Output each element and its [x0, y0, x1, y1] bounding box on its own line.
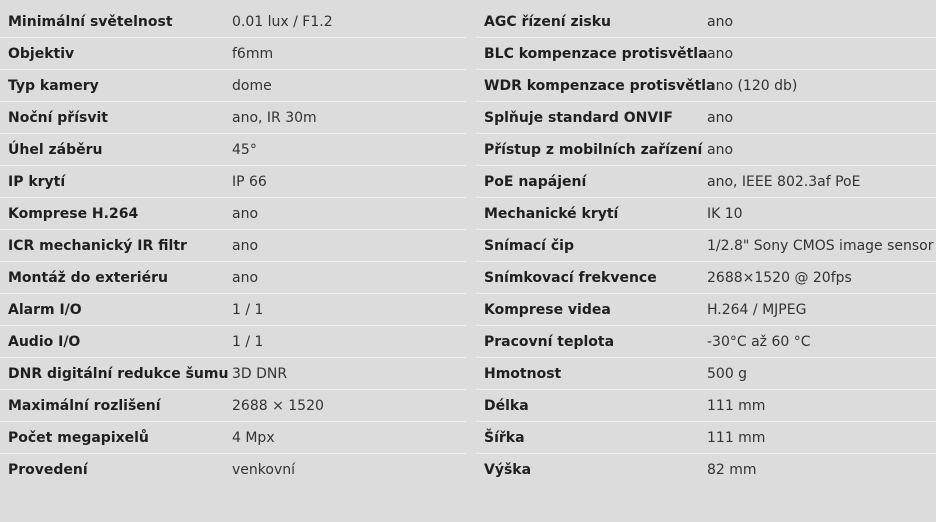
spec-value: ano: [232, 237, 259, 254]
spec-value: 1 / 1: [232, 301, 264, 318]
spec-value: ano: [707, 13, 734, 30]
spec-label: PoE napájení: [484, 173, 587, 190]
spec-row: [476, 166, 936, 198]
spec-value: 111 mm: [707, 397, 766, 414]
spec-row: [0, 294, 466, 326]
spec-label: Audio I/O: [8, 333, 81, 350]
spec-row: [0, 70, 466, 102]
spec-value: venkovní: [232, 462, 295, 478]
spec-row: [0, 166, 466, 198]
spec-label: Komprese H.264: [8, 205, 139, 222]
spec-label: Mechanické krytí: [484, 205, 619, 222]
spec-label: Alarm I/O: [8, 301, 82, 318]
spec-label: Maximální rozlišení: [8, 397, 161, 414]
spec-label: IP krytí: [8, 173, 66, 190]
spec-value: IK 10: [707, 205, 743, 222]
spec-label: Pracovní teplota: [484, 333, 615, 350]
spec-label: ICR mechanický IR filtr: [8, 237, 187, 254]
spec-row: [0, 358, 466, 390]
spec-label: Montáž do exteriéru: [8, 269, 168, 286]
spec-label: Objektiv: [8, 45, 75, 62]
spec-value: ano (120 db): [707, 77, 798, 94]
spec-row: [476, 390, 936, 422]
spec-row: [0, 134, 466, 166]
spec-label: WDR kompenzace protisvětla: [484, 77, 716, 94]
spec-label: Délka: [484, 397, 529, 414]
spec-label: Typ kamery: [8, 77, 99, 94]
spec-row: [476, 70, 936, 102]
spec-value: f6mm: [232, 45, 274, 62]
spec-value: 500 g: [707, 365, 748, 382]
spec-label: Úhel záběru: [8, 141, 103, 158]
spec-value: 1 / 1: [232, 333, 264, 350]
spec-value: 3D DNR: [232, 365, 288, 382]
spec-row: [476, 198, 936, 230]
spec-row: [476, 134, 936, 166]
spec-value: H.264 / MJPEG: [707, 301, 807, 318]
spec-label: Počet megapixelů: [8, 429, 149, 446]
spec-row: [0, 38, 466, 70]
spec-row: [0, 262, 466, 294]
spec-row: [476, 326, 936, 358]
spec-value: 45°: [232, 141, 257, 158]
spec-table-left: [0, 6, 466, 486]
spec-value: ano: [232, 205, 259, 222]
spec-value: 2688 × 1520: [232, 397, 324, 414]
spec-label: Hmotnost: [484, 365, 562, 382]
spec-row: [0, 326, 466, 358]
spec-value: ano: [707, 45, 734, 62]
spec-row: [476, 454, 936, 486]
spec-label: Provedení: [8, 462, 88, 478]
spec-row: [0, 454, 466, 486]
spec-row: [0, 102, 466, 134]
spec-value: 1/2.8" Sony CMOS image sensor: [707, 237, 934, 254]
spec-label: BLC kompenzace protisvětla: [484, 45, 708, 62]
spec-value: dome: [232, 77, 272, 94]
spec-row: [476, 262, 936, 294]
spec-row: [476, 294, 936, 326]
spec-row: [476, 358, 936, 390]
spec-label: Snímací čip: [484, 237, 574, 254]
spec-label: Splňuje standard ONVIF: [484, 109, 673, 126]
spec-row: [476, 102, 936, 134]
spec-value: ano: [707, 141, 734, 158]
spec-row: [476, 422, 936, 454]
spec-value: 111 mm: [707, 429, 766, 446]
spec-row: [0, 390, 466, 422]
spec-value: -30°C až 60 °C: [707, 333, 811, 350]
spec-value: 0.01 lux / F1.2: [232, 13, 333, 30]
spec-label: AGC řízení zisku: [484, 13, 612, 30]
spec-value: IP 66: [232, 173, 267, 190]
spec-value: ano: [707, 109, 734, 126]
spec-table-right: [476, 6, 936, 486]
spec-row: [476, 6, 936, 38]
spec-label: Přístup z mobilních zařízení: [484, 141, 703, 158]
spec-label: Minimální světelnost: [8, 13, 173, 30]
spec-label: Snímkovací frekvence: [484, 269, 657, 286]
spec-value: ano, IR 30m: [232, 109, 317, 126]
spec-label: DNR digitální redukce šumu: [8, 365, 229, 382]
spec-label: Výška: [484, 462, 532, 478]
spec-value: 4 Mpx: [232, 429, 275, 446]
spec-row: [0, 198, 466, 230]
spec-value: ano, IEEE 802.3af PoE: [707, 173, 861, 190]
spec-value: 2688×1520 @ 20fps: [707, 269, 852, 286]
spec-value: ano: [232, 269, 259, 286]
spec-row: [0, 230, 466, 262]
spec-label: Komprese videa: [484, 301, 611, 318]
spec-row: [476, 230, 936, 262]
spec-label: Noční přísvit: [8, 109, 108, 126]
spec-value: 82 mm: [707, 462, 757, 478]
spec-row: [0, 422, 466, 454]
spec-row: [476, 38, 936, 70]
spec-row: [0, 6, 466, 38]
spec-label: Šířka: [484, 429, 525, 446]
